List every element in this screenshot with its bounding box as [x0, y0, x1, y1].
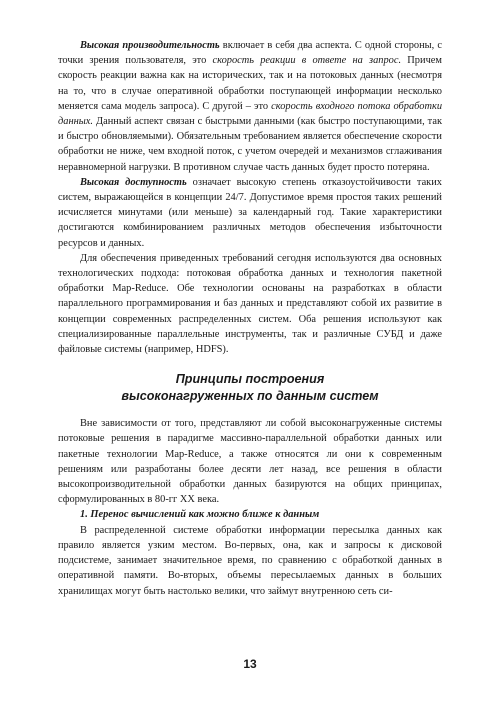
emphasis-input-stream-speed: скорость входного потока обработки данных.: [58, 100, 443, 128]
emphasis-response-speed: скорость реакции в ответе на запрос.: [212, 55, 402, 67]
page-number: 13: [243, 657, 257, 671]
section-heading-line-2: высоконагруженных по данным систем: [121, 389, 379, 404]
term-high-availability: Высокая доступность: [80, 176, 187, 188]
section-heading: [58, 371, 442, 405]
paragraph-approaches: Для обеспечения приведенных требований сегодня используются два основных технологических подхода: потоковая обработка данных и технология пакетной обработки Map-Reduce. Обе технологии основаны на разработках в области параллельного программирования и баз данных и представляют собой их развитие в концепции современных распределенных систем. Оба решения используют как специализированные параллельные инструменты, так и различные СУБД и даже файловые системы (например, HDFS).: [58, 252, 442, 356]
paragraph-data-transfer: В распределенной системе обработки информации пересылка данных как правило является узким местом. Во-первых, она, как и запросы к дисковой подсистеме, занимает значительное время, по сравнению с обработкой данных в оперативной памяти. Во-вторых, объемы пересылаемых данных в больших хранилищах могут быть настолько велики, что займут внутренною сеть си-: [58, 524, 442, 597]
paragraph-high-availability: Высокая доступность означает высокую степень отказоустойчивости таких систем, выражающейся в концепции 24/7. Допустимое время простоя таких решений исчисляется минутами (или меньше) за календарный год. Такие характеристики достигаются комбинированием различных методов обеспечения избыточности ресурсов и данных.: [58, 176, 442, 249]
paragraph-high-performance: Высокая производительность включает в себя два аспекта. С одной стороны, с точки зрения пользователя, это скорость реакции в ответе на запрос. Причем скорость реакции важна как на исторических, так и на потоковых данных (несмотря на то, что в случае оперативной обработки поступающей информации несколько меняется сама модель запроса). С другой – это скорость входного потока обработки данных. Данный аспект связан с быстрыми данными (как быстро поступающими, так и быстро обновляемыми). Обязательным требованием является обеспечение скорости обработки не ниже, чем входной поток, с учетом очередей и механизмов сглаживания неравномерной нагрузки. В противном случае часть данных будет просто потеряна.: [58, 40, 443, 173]
subheading-move-computation: 1. Перенос вычислений как можно ближе к данным: [80, 509, 320, 521]
paragraph-principles: Вне зависимости от того, представляют ли собой высоконагруженные системы потоковые решения в парадигме массивно-параллельной обработки данных или пакетные технологии Map-Reduce, а также относятся ли они к современным решениям или разработаны более десяти лет назад, все решения в области высокопроизводительной обработки данных базируются на общих принципах, сформулированных в 80-гг XX века.: [58, 418, 442, 506]
term-high-performance: Высокая производительность: [80, 40, 220, 51]
section-heading-line-1: Принципы построения: [175, 372, 325, 387]
